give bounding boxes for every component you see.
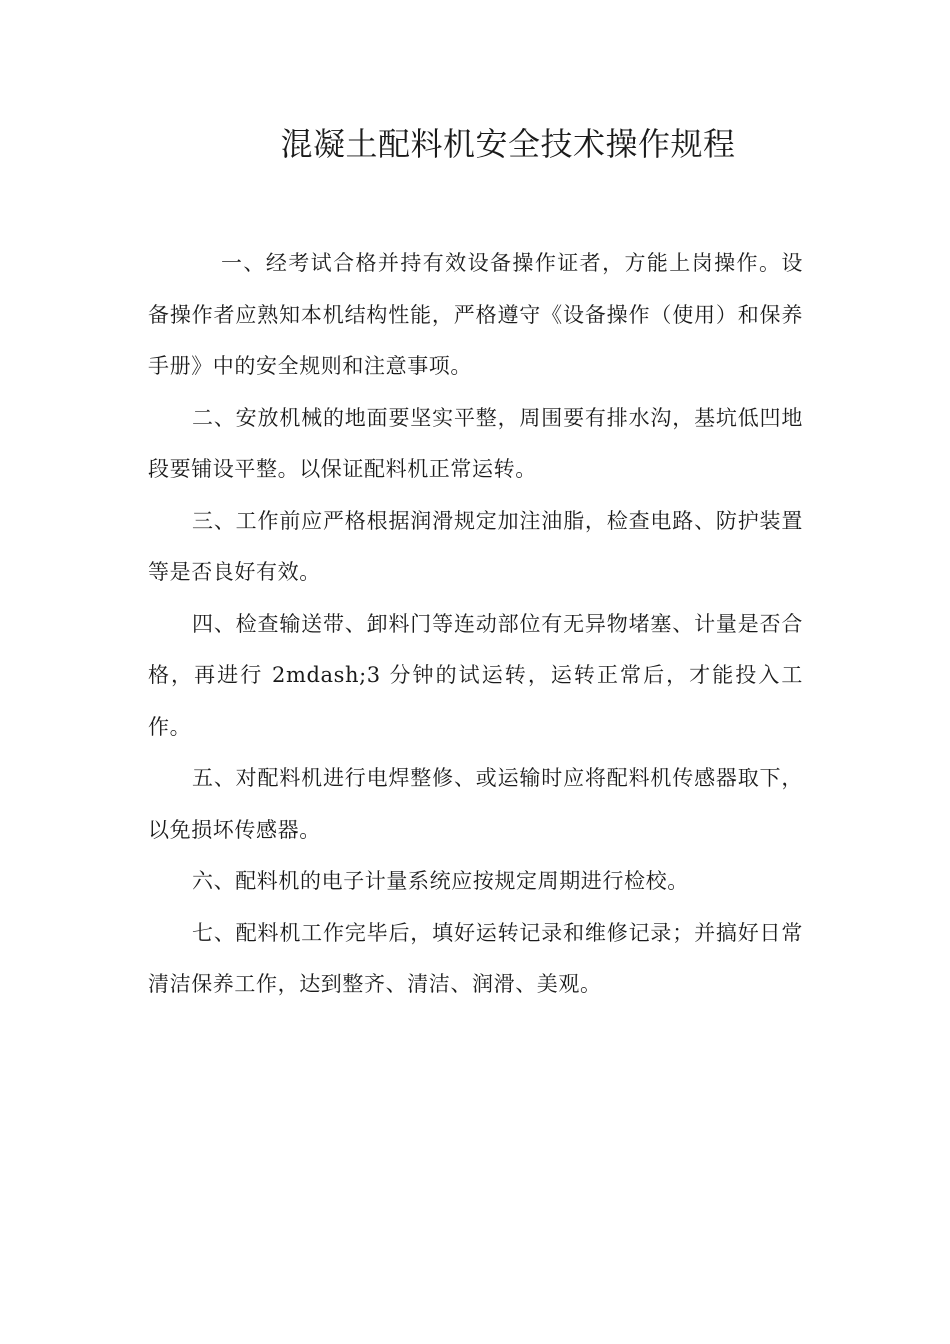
paragraph-2: 二、安放机械的地面要坚实平整，周围要有排水沟，基坑低凹地段要铺设平整。以保证配料机正常运转。 bbox=[148, 405, 803, 481]
paragraph-4: 四、检查输送带、卸料门等连动部位有无异物堵塞、计量是否合格，再进行 2mdash;3 分钟的试运转，运转正常后，才能投入工作。 bbox=[148, 611, 803, 739]
paragraph-1: 一、经考试合格并持有效设备操作证者，方能上岗操作。设备操作者应熟知本机结构性能，严格遵守《设备操作（使用）和保养手册》中的安全规则和注意事项。 bbox=[148, 251, 803, 378]
document-body bbox=[148, 238, 803, 1011]
document-title: 混凝土配料机安全技术操作规程 bbox=[280, 125, 736, 163]
paragraph-6: 六、配料机的电子计量系统应按规定周期进行检校。 bbox=[192, 869, 689, 893]
paragraph-7: 七、配料机工作完毕后，填好运转记录和维修记录；并搞好日常清洁保养工作，达到整齐、清洁、润滑、美观。 bbox=[148, 920, 803, 996]
paragraph-3: 三、工作前应严格根据润滑规定加注油脂，检查电路、防护装置等是否良好有效。 bbox=[148, 508, 803, 584]
paragraph-5: 五、对配料机进行电焊整修、或运输时应将配料机传感器取下，以免损坏传感器。 bbox=[148, 766, 803, 842]
